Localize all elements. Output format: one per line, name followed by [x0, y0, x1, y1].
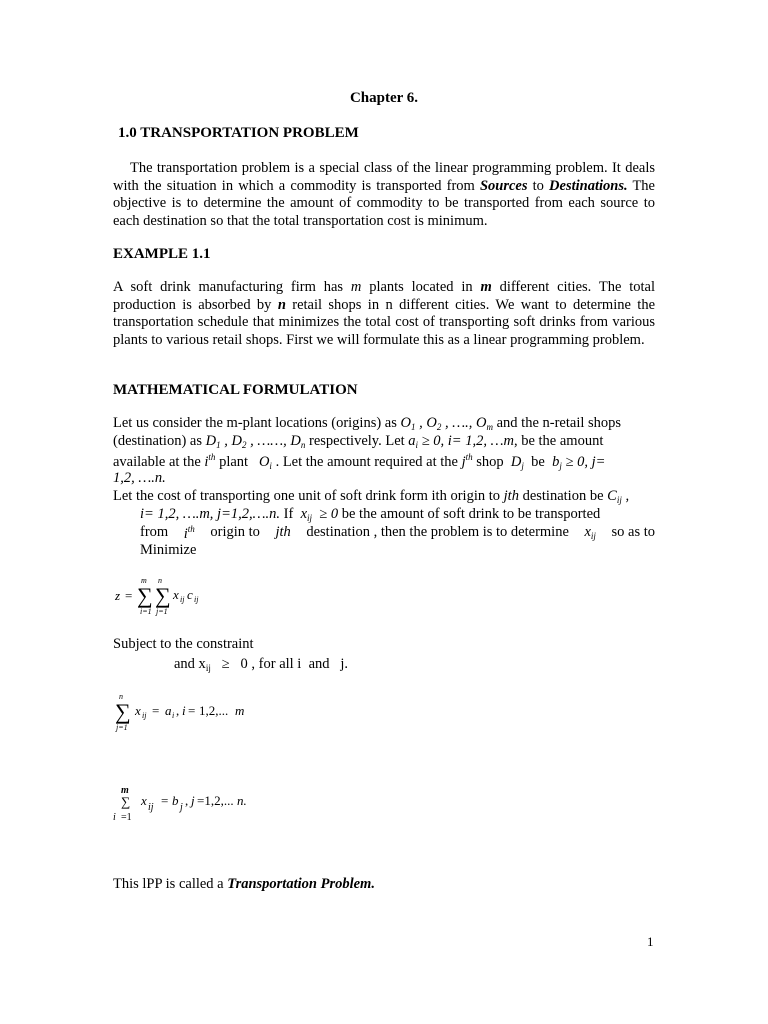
svg-text:1,2,...: 1,2,...	[199, 703, 229, 718]
svg-text:=: =	[161, 793, 169, 808]
text: shop	[476, 454, 504, 470]
demand-condition: $b_j \ge 0$, j=	[552, 454, 606, 471]
formulation-line-1	[113, 415, 621, 432]
text: plant	[219, 454, 249, 470]
formulation-line-3	[113, 452, 605, 471]
example-title: EXAMPLE 1.1	[113, 246, 211, 262]
transportation-problem-term: Transportation Problem.	[227, 876, 375, 892]
nonneg-text: and $x_{ij} \ge 0$ , for all i and j.	[174, 656, 349, 673]
text: i= 1,2, ….m, j=1,2,….n.	[140, 506, 281, 522]
svg-text:n: n	[158, 576, 162, 585]
ith: $i^{th}$	[204, 452, 216, 470]
svg-text:∑: ∑	[121, 794, 131, 809]
svg-text:=: =	[188, 703, 196, 718]
page-number: 1	[647, 934, 654, 949]
svg-text:=1,2,...: =1,2,...	[197, 793, 234, 808]
destinations-term: Destinations.	[549, 177, 628, 194]
svg-text:,: ,	[185, 793, 189, 808]
demand-constraint-equation	[113, 782, 283, 831]
text: , be the amount	[513, 433, 604, 449]
ith-2: $i^{th}$	[183, 524, 195, 542]
formulation-line-7	[140, 524, 655, 543]
svg-text:j: j	[180, 802, 183, 813]
text: be	[531, 454, 545, 470]
svg-text:c: c	[187, 587, 193, 602]
chapter-heading: Chapter 6.	[349, 90, 419, 106]
text: available at the	[113, 454, 201, 470]
svg-text:a: a	[165, 703, 172, 718]
svg-text:z: z	[115, 588, 121, 603]
text: destination , then the problem is to determine	[306, 524, 569, 540]
svg-text:b: b	[172, 793, 179, 808]
svg-text:i: i	[182, 703, 186, 718]
text: destination be	[522, 488, 604, 504]
example-text-a: A soft drink manufacturing firm has	[113, 279, 351, 295]
supply-constraint-equation	[113, 690, 273, 739]
text: origin to	[210, 524, 260, 540]
sources-term: Sources	[479, 177, 528, 194]
dest-dj: $D_j$	[510, 454, 524, 471]
svg-text:,: ,	[176, 703, 180, 718]
svg-text:=1: =1	[121, 812, 132, 823]
intro-paragraph	[113, 160, 655, 230]
text: jth	[275, 524, 291, 540]
text: from	[140, 524, 169, 540]
svg-text:x: x	[141, 793, 147, 808]
svg-text:j=1: j=1	[116, 723, 128, 732]
text: jth	[503, 488, 519, 504]
svg-text:ij: ij	[180, 595, 185, 604]
text: Let the cost of transporting one unit of soft drink form ith origin to	[113, 488, 501, 504]
svg-text:n.: n.	[237, 793, 247, 808]
svg-text:x: x	[135, 703, 141, 718]
svg-text:j: j	[191, 793, 195, 808]
intro-text-b: to	[527, 177, 550, 194]
text: . Let the amount required at the	[275, 454, 458, 470]
text: If	[283, 506, 294, 522]
text: and the n-retail shops	[496, 415, 622, 431]
svg-text:ij: ij	[142, 711, 147, 720]
example-text-d: retail shops in n different cities. We want to determine the transportation schedule that minimizes the total cost of transporting soft drinks from various plants to various retail shops. First we will formulate this as a linear programming problem.	[113, 296, 656, 348]
jth: $j^{th}$	[461, 452, 473, 470]
intro-text-a: The transportation problem is a special class of the linear programming problem. It deals with the situation in which a commodity is transported from	[113, 160, 655, 194]
origin-oi: $O_i$	[258, 454, 272, 471]
var-m: m	[350, 279, 362, 295]
example-text-b: plants located in	[361, 279, 481, 295]
svg-text:j=1: j=1	[156, 607, 168, 616]
objective-equation	[113, 572, 223, 623]
text: be the amount of soft drink to be transported	[341, 506, 601, 522]
svg-text:∑: ∑	[155, 583, 171, 608]
text: so as to	[611, 524, 655, 540]
svg-text:x: x	[173, 587, 179, 602]
example-text-c: different cities. The total production is absorbed by	[113, 279, 656, 313]
svg-text:m: m	[141, 576, 147, 585]
example-paragraph	[113, 279, 655, 349]
nonnegativity-line	[174, 656, 348, 673]
cost-cij: $C_{ij}$ ,	[607, 488, 630, 505]
svg-text:ij: ij	[194, 595, 199, 604]
intro-text-c: The objective is to determine the amount of commodity to be transported from each source to each destination so that the total transportation cost is minimum.	[113, 177, 655, 229]
formulation-line-8: Minimize	[140, 542, 197, 558]
formulation-line-5	[113, 488, 629, 505]
math-formulation-title: MATHEMATICAL FORMULATION	[113, 382, 358, 398]
formulation-line-6	[140, 506, 600, 523]
formulation-line-4: 1,2, ….n.	[113, 470, 166, 486]
destinations-list: $D_1$ , $D_2$ , ……, $D_n$	[205, 433, 306, 450]
svg-text:=: =	[152, 703, 160, 718]
svg-text:m: m	[235, 703, 245, 718]
svg-text:i=1: i=1	[140, 607, 152, 616]
xij: $x_{ij}$	[584, 524, 596, 541]
text: Let us consider the m-plant locations (origins) as	[113, 415, 397, 431]
formulation-line-2	[113, 433, 603, 450]
xij-nonneg: $x_{ij} \ge 0$	[300, 506, 339, 523]
svg-text:∑: ∑	[115, 699, 131, 724]
conclusion-line	[113, 876, 375, 893]
svg-text:i: i	[113, 812, 116, 823]
var-n-bold: n	[277, 296, 286, 313]
svg-text:m: m	[121, 785, 129, 796]
supply-condition: $a_i \ge 0$, i= 1,2, …m	[408, 433, 514, 450]
svg-text:n: n	[119, 692, 123, 701]
text: (destination) as	[113, 433, 202, 449]
text: respectively. Let	[308, 433, 405, 449]
svg-text:i: i	[172, 711, 175, 720]
svg-text:=: =	[125, 588, 133, 603]
var-m-bold: m	[480, 279, 492, 295]
svg-text:∑: ∑	[137, 583, 153, 608]
svg-text:ij: ij	[148, 802, 154, 813]
conclusion-text: This lPP is called a	[113, 876, 228, 892]
origins-list: $O_1$ , $O_2$ , …., $O_m$	[400, 415, 493, 432]
constraint-label: Subject to the constraint	[113, 636, 254, 652]
section-title: 1.0 TRANSPORTATION PROBLEM	[118, 125, 359, 141]
